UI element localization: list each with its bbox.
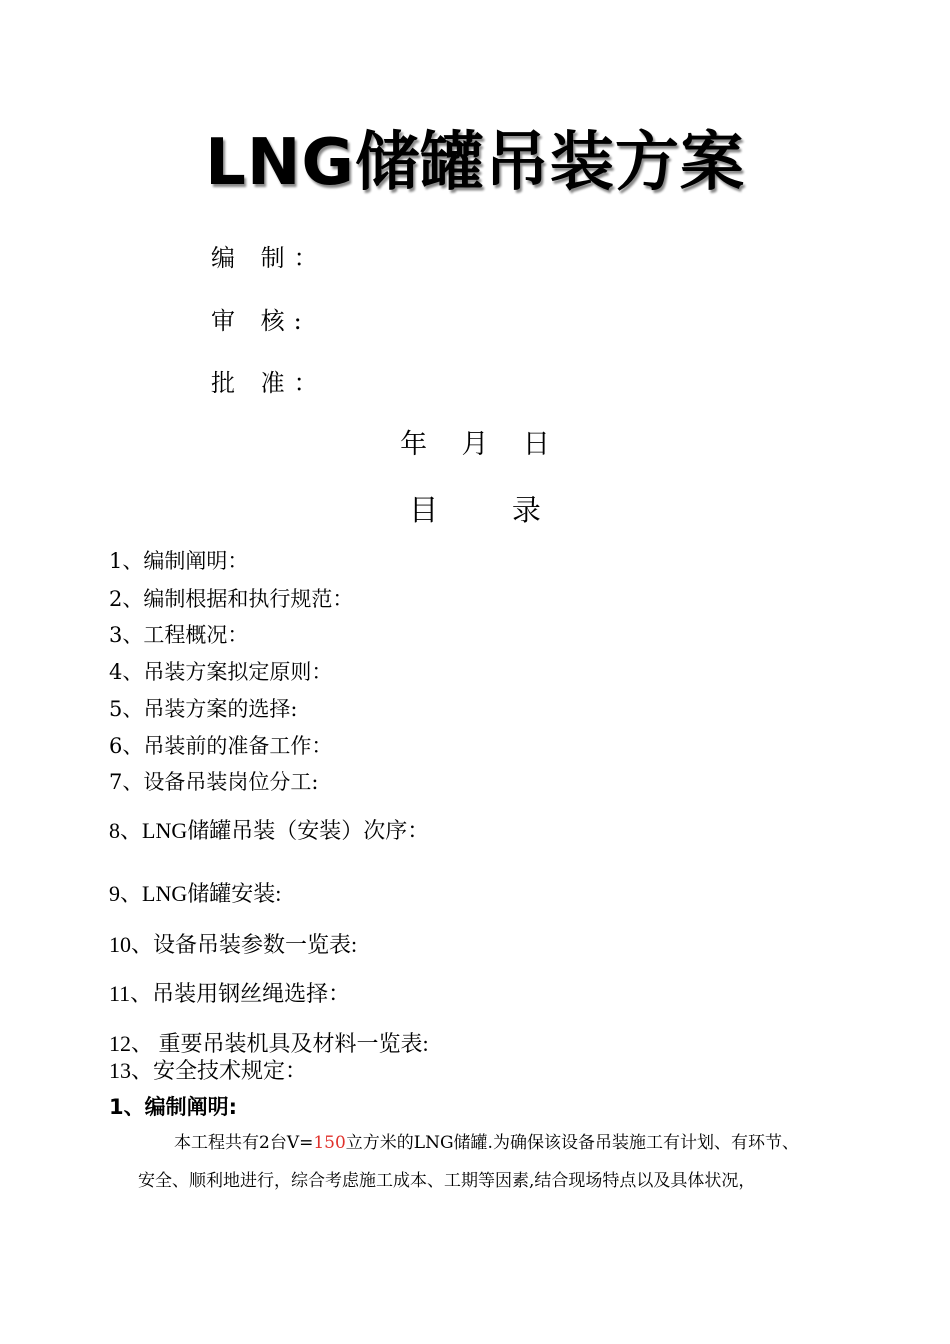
toc-item: 5、吊装方案的选择: bbox=[109, 697, 298, 721]
paragraph-line bbox=[174, 1130, 799, 1156]
toc-item: 13、安全技术规定： bbox=[109, 1058, 308, 1083]
toc-item: 1、编制阐明： bbox=[109, 549, 249, 573]
section-heading: 1、编制阐明: bbox=[109, 1095, 238, 1119]
toc-item: 3、工程概况： bbox=[109, 623, 249, 647]
toc-item: 2、编制根据和执行规范： bbox=[109, 587, 354, 611]
volume-value: 150 bbox=[313, 1133, 346, 1153]
toc-item: 9、LNG储罐安装: bbox=[109, 881, 282, 906]
signoff-label: 编 制 bbox=[211, 244, 294, 272]
toc-item: 4、吊装方案拟定原则： bbox=[109, 660, 333, 684]
toc-item: 10、设备吊装参数一览表: bbox=[109, 932, 358, 957]
signoff-label: 审 核 bbox=[211, 307, 294, 335]
toc-item: 7、设备吊装岗位分工: bbox=[109, 770, 319, 794]
paragraph-text: 本工程共有2台V= bbox=[174, 1133, 314, 1153]
toc-item: 11、吊装用钢丝绳选择： bbox=[109, 981, 351, 1006]
toc-item: 6、吊装前的准备工作： bbox=[109, 734, 333, 758]
signoff-colon: ： bbox=[293, 369, 318, 397]
paragraph-text: 立方米的LNG储罐.为确保该设备吊装施工有计划、有环节、 bbox=[345, 1133, 799, 1153]
signoff-colon: : bbox=[293, 307, 302, 335]
signoff-compiled-by bbox=[211, 241, 318, 275]
toc-item: 8、LNG储罐吊装（安装）次序： bbox=[109, 818, 430, 843]
signoff-approved-by bbox=[211, 366, 318, 400]
date-line: 年 月 日 bbox=[400, 429, 550, 460]
paragraph-line: 安全、顺利地进行，综合考虑施工成本、工期等因素,结合现场特点以及具体状况， bbox=[138, 1171, 756, 1191]
signoff-label: 批 准 bbox=[211, 369, 294, 397]
document-title: LNG储罐吊装方案 bbox=[205, 126, 745, 200]
toc-item: 12、 重要吊装机具及材料一览表: bbox=[109, 1031, 429, 1056]
toc-title: 目 录 bbox=[409, 493, 541, 527]
signoff-reviewed-by bbox=[211, 304, 302, 338]
signoff-colon: ： bbox=[293, 244, 318, 272]
